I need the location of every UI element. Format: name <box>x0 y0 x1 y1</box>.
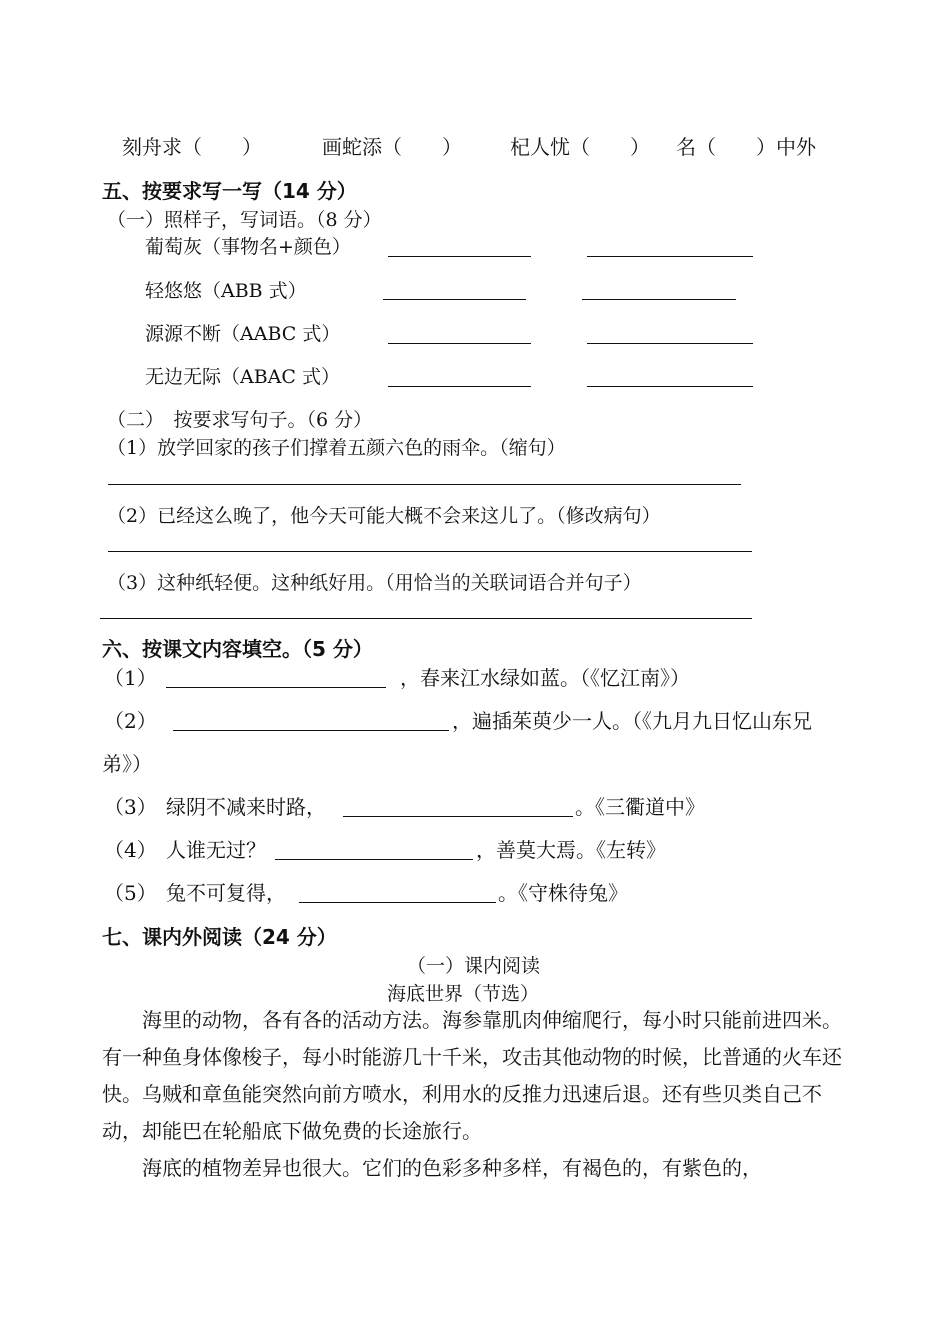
fill-4-tail: ，善莫大焉。《左转》 <box>476 838 666 862</box>
fill-5-tail: 。《守株待兔》 <box>498 881 628 905</box>
answer-blank[interactable] <box>299 902 496 903</box>
fill-1-number: （1） <box>104 666 157 690</box>
fill-5-head: 兔不可复得， <box>166 881 286 905</box>
passage-paragraph-1: 海里的动物，各有各的活动方法。海参靠肌肉伸缩爬行，每小时只能前进四米。有一种鱼身体像梭子，每小时能游几十千米，攻击其他动物的时候，比普通的火车还快。乌贼和章鱼能突然向前方喷水，利用水的反推力迅速后退。还有些贝类自己不动，却能巴在轮船底下做免费的长途旅行。 <box>102 1008 842 1143</box>
fill-4-number: （4） <box>104 838 157 862</box>
fill-2-number: （2） <box>104 709 157 733</box>
answer-blank[interactable] <box>587 343 753 344</box>
idiom-4: 名（ ）中外 <box>676 135 816 159</box>
answer-blank[interactable] <box>275 859 473 860</box>
section7-title: 七、课内外阅读（24 分） <box>102 925 337 949</box>
fill-3-tail: 。《三衢道中》 <box>575 795 705 819</box>
section6-title: 六、按课文内容填空。（5 分） <box>102 637 373 661</box>
fill-5-number: （5） <box>104 881 157 905</box>
passage-paragraph-2: 海底的植物差异也很大。它们的色彩多种多样，有褐色的，有紫色的， <box>142 1156 762 1180</box>
passage-title: 海底世界（节选） <box>387 983 540 1005</box>
answer-blank[interactable] <box>587 386 753 387</box>
reading-subtitle: （一）课内阅读 <box>407 955 541 977</box>
word-task-4: 无边无际（ABAC 式） <box>145 366 340 388</box>
fill-3-head: 绿阴不减来时路， <box>166 795 326 819</box>
answer-blank[interactable] <box>166 687 386 688</box>
answer-blank[interactable] <box>343 816 573 817</box>
idiom-2: 画蛇添（ ） <box>322 135 462 159</box>
word-task-2: 轻悠悠（ABB 式） <box>145 280 307 302</box>
section5-title: 五、按要求写一写（14 分） <box>102 179 357 203</box>
fill-4-head: 人谁无过？ <box>166 838 266 862</box>
idiom-1: 刻舟求（ ） <box>122 135 262 159</box>
sentence-task-3: （3）这种纸轻便。这种纸好用。（用恰当的关联词语合并句子） <box>107 572 642 594</box>
word-task-1: 葡萄灰（事物名+颜色） <box>145 236 351 258</box>
section5-part1-title: （一）照样子，写词语。（8 分） <box>107 209 382 231</box>
answer-blank[interactable] <box>383 299 526 300</box>
fill-1-text: ，春来江水绿如蓝。（《忆江南》） <box>400 666 690 690</box>
answer-blank[interactable] <box>388 343 531 344</box>
section5-part2-title: （二） 按要求写句子。（6 分） <box>107 409 373 431</box>
answer-blank[interactable] <box>173 730 449 731</box>
fill-2-wrap: 弟》） <box>102 752 152 776</box>
answer-blank[interactable] <box>388 256 531 257</box>
answer-line[interactable] <box>100 618 752 619</box>
sentence-task-2: （2）已经这么晚了，他今天可能大概不会来这儿了。（修改病句） <box>107 505 661 527</box>
answer-blank[interactable] <box>582 299 736 300</box>
answer-blank[interactable] <box>587 256 753 257</box>
word-task-3: 源源不断（AABC 式） <box>145 323 341 345</box>
sentence-task-1: （1）放学回家的孩子们撑着五颜六色的雨伞。（缩句） <box>107 437 566 459</box>
fill-2-text: ，遍插茱萸少一人。（《九月九日忆山东兄 <box>452 709 812 733</box>
answer-blank[interactable] <box>388 386 531 387</box>
idiom-3: 杞人忧（ ） <box>510 135 650 159</box>
answer-line[interactable] <box>108 484 741 485</box>
answer-line[interactable] <box>108 551 752 552</box>
fill-3-number: （3） <box>104 795 157 819</box>
